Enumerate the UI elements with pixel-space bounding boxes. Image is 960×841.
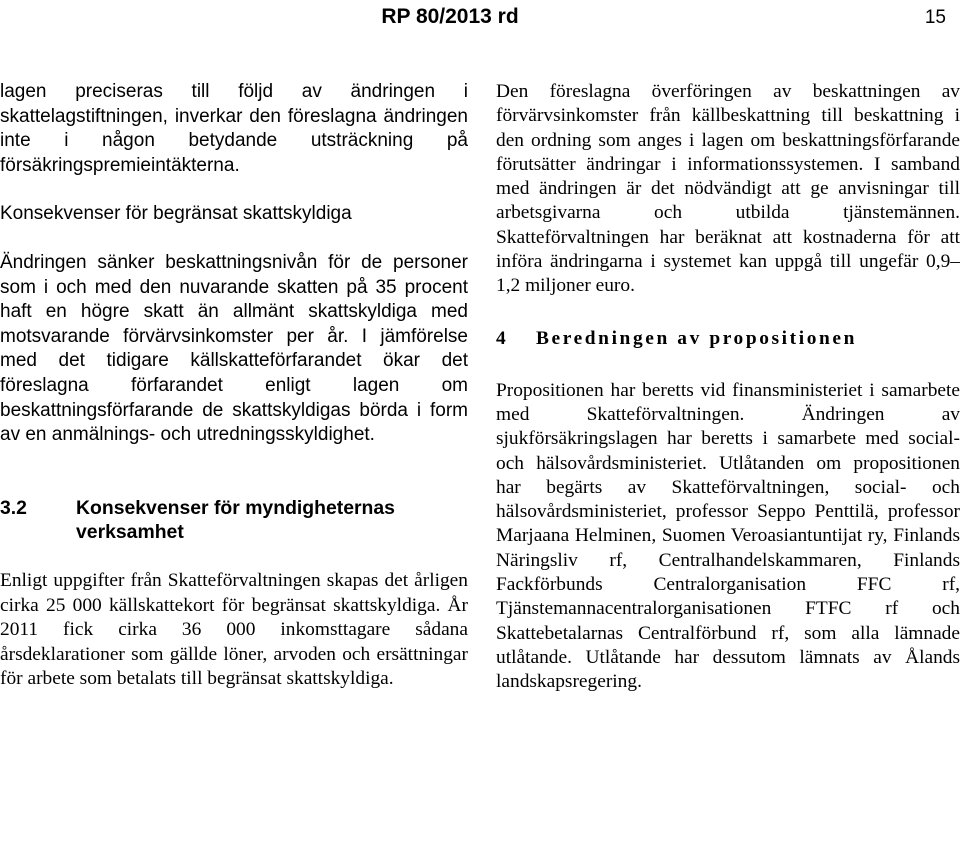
section-heading-4 — [496, 327, 960, 351]
page-number: 15 — [924, 7, 946, 28]
section-heading-3-2 — [0, 496, 468, 545]
section-number: 3.2 — [0, 496, 27, 519]
section-number: 4 — [496, 327, 506, 349]
right-column — [496, 80, 960, 695]
section-title: Konsekvenser för myndigheternas verksamhet — [76, 496, 395, 544]
left-column — [0, 80, 468, 692]
section-title: Beredningen av propositionen — [536, 327, 857, 349]
left-paragraph-1: lagen preciseras till följd av ändringen i skattelagstiftningen, inverkar den föreslagna ändringen inte i någon betydande utsträckning på försäkringspremieintäkterna. — [0, 81, 468, 176]
document-header-title: RP 80/2013 rd — [381, 5, 519, 28]
left-paragraph-2: Ändringen sänker beskattningsnivån för de personer som i och med den nuvarande skatten på 35 procent haft en högre skatt än allmänt skattskyldiga med motsvarande förvärvsinkomster per år. I jämförelse med det tidigare källskatteförfarandet ökar det föreslagna förfarandet enligt lagen om beskattningsförfarande de skattskyldigas börda i form av en anmälnings- och utredningsskyldighet. — [0, 251, 468, 446]
left-paragraph-3: Enligt uppgifter från Skatteförvaltningen skapas det årligen cirka 25 000 källskattekort för begränsat skattskyldiga. År 2011 fick cirka 36 000 inkomsttagare sådana årsdeklarationer som gällde löner, arvoden och ersättningar för arbete som betalats till begränsat skattskyldiga. — [0, 569, 468, 690]
subheading-limited-taxpayers: Konsekvenser för begränsat skattskyldiga — [0, 203, 352, 225]
right-paragraph-1: Den föreslagna överföringen av beskattningen av förvärvsinkomster från källbeskattning till beskattning i den ordning som anges i lagen om beskattningsförfarande förutsätter ändringar i informationssystemen. I samband med ändringen är det nödvändigt att ge anvisningar till arbetsgivarna och utbilda tjänstemännen. Skatteförvaltningen har beräknat att kostnaderna för att införa ändringarna i systemet kan uppgå till ungefär 0,9–1,2 miljoner euro. — [496, 81, 960, 297]
right-paragraph-2: Propositionen har beretts vid finansministeriet i samarbete med Skatteförvaltningen. Ändringen av sjukförsäkringslagen har beretts i samarbete med social- och hälsovårdsministeriet. Utlåtanden om propositionen har begärts av Skatteförvaltningen, social- och hälsovårdsministeriet, professor Seppo Penttilä, professor Marjaana Helminen, Suomen Veroasiantuntijat ry, Finlands Näringsliv rf, Centralhandelskammaren, Finlands Fackförbunds Centralorganisation FFC rf, Tjänstemannacentralorganisationen FTFC rf och Skattebetalarnas Centralförbund rf, som alla lämnade utlåtande. Utlåtande har dessutom lämnats av Ålands landskapsregering. — [496, 379, 960, 693]
